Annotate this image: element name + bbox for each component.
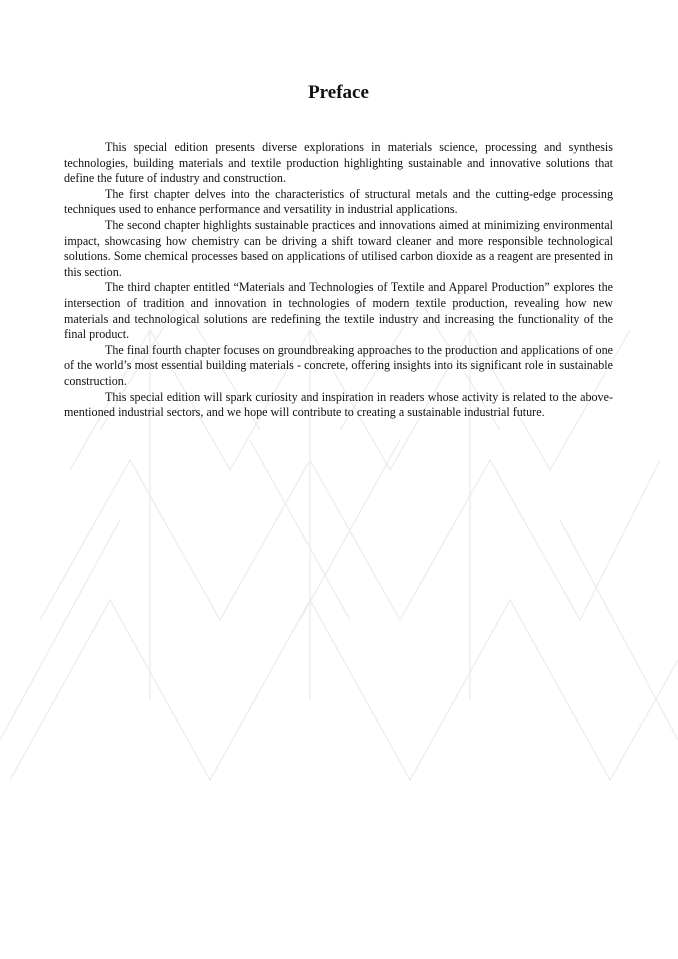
paragraph-chapter-three: The third chapter entitled “Materials and Technologies of Textile and Apparel Production” explores the intersection of tradition and innovation in technologies of modern textile production, revealing how new materials and technological solutions are redefining the textile industry and increasing the functionality of the final product. (64, 280, 613, 342)
paragraph-closing: This special edition will spark curiosity and inspiration in readers whose activity is related to the above-mentioned industrial sectors, and we hope will contribute to creating a sustainable industrial future. (64, 389, 613, 420)
paragraph-chapter-two: The second chapter highlights sustainable practices and innovations aimed at minimizing environmental impact, showcasing how chemistry can be driving a shift toward cleaner and more responsible technological solutions. Some chemical processes based on applications of utilised carbon dioxide as a reagent are presented in this section. (64, 217, 613, 279)
paragraph-intro: This special edition presents diverse explorations in materials science, processing and synthesis technologies, building materials and textile production highlighting sustainable and innovative solutions that define the future of industry and construction. (64, 140, 613, 186)
paragraph-chapter-one: The first chapter delves into the characteristics of structural metals and the cutting-edge processing techniques used to enhance performance and versatility in industrial applications. (64, 186, 613, 217)
preface-content (64, 80, 613, 421)
page-title: Preface (308, 82, 369, 103)
paragraph-chapter-four: The final fourth chapter focuses on groundbreaking approaches to the production and applications of one of the world’s most essential building materials - concrete, offering insights into its significant role in sustainable construction. (64, 342, 613, 388)
